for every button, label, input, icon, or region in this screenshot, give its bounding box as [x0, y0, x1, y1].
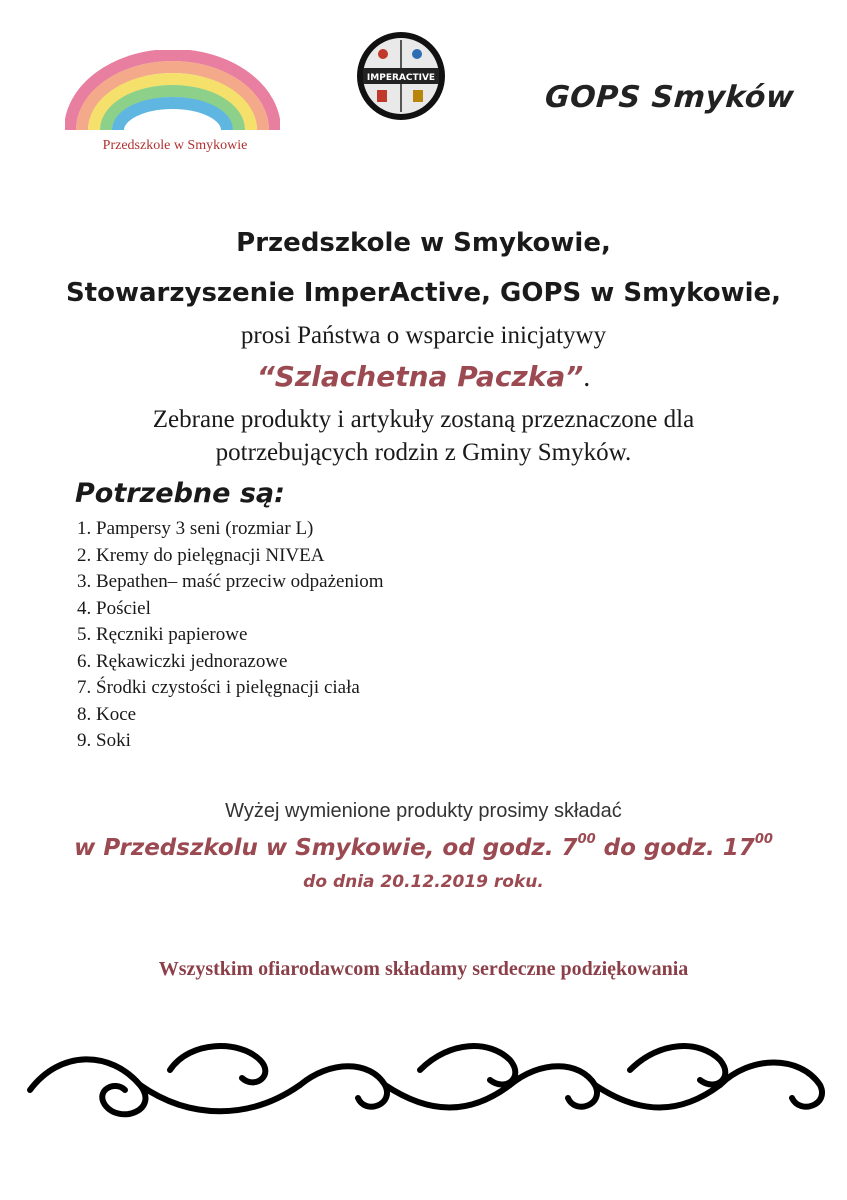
needs-list — [77, 516, 384, 755]
rainbow-logo-caption: Przedszkole w Smykowie — [102, 138, 248, 153]
intro-line-4: Zebrane produkty i artykuły zostaną przeznaczone dla — [152, 406, 695, 433]
intro-line-3: prosi Państwa o wsparcie inicjatywy — [240, 322, 607, 349]
footer-line-2 — [0, 832, 847, 861]
campaign-name-text: “Szlachetna Paczka” — [256, 360, 584, 393]
decorative-flourish — [20, 1030, 830, 1130]
time-2-superscript: 00 — [754, 832, 773, 847]
footer-line-2-mid: do godz. 17 — [595, 835, 755, 861]
list-item: 1. Pampersy 3 seni (rozmiar L) — [77, 518, 314, 539]
rainbow-logo — [65, 50, 280, 130]
footer-deadline: do dnia 20.12.2019 roku. — [303, 872, 544, 892]
intro-line-2: Stowarzyszenie ImperActive, GOPS w Smykowie, — [65, 278, 782, 308]
list-item: 2. Kremy do pielęgnacji NIVEA — [77, 544, 325, 566]
campaign-name — [0, 360, 847, 394]
list-item: 7. Środki czystości i pielęgnacji ciała — [77, 677, 360, 698]
imperactive-logo-text: IMPERACTIVE — [366, 73, 436, 83]
list-item: 4. Pościel — [77, 597, 151, 619]
thanks-line: Wszystkim ofiarodawcom składamy serdeczne podziękowania — [158, 958, 689, 980]
campaign-name-suffix: . — [583, 362, 591, 393]
list-item: 8. Koce — [77, 703, 137, 725]
list-item: 6. Rękawiczki jednorazowe — [77, 650, 288, 672]
imperactive-logo — [355, 30, 447, 122]
gops-title: GOPS Smyków — [543, 80, 796, 115]
footer-line-2-start: w Przedszkolu w Smykowie, od godz. 7 — [74, 835, 578, 861]
intro-line-1: Przedszkole w Smykowie, — [236, 228, 611, 258]
list-item: 3. Bepathen– maść przeciw odpażeniom — [77, 571, 384, 592]
intro-line-5: potrzebujących rodzin z Gminy Smyków. — [215, 439, 632, 466]
list-item: 5. Ręczniki papierowe — [77, 624, 248, 645]
footer-line-1: Wyżej wymienione produkty prosimy składać — [225, 800, 622, 822]
time-1-superscript: 00 — [577, 832, 596, 847]
needs-heading: Potrzebne są: — [75, 478, 285, 509]
intro-paragraph — [0, 403, 847, 469]
list-item: 9. Soki — [77, 730, 131, 751]
